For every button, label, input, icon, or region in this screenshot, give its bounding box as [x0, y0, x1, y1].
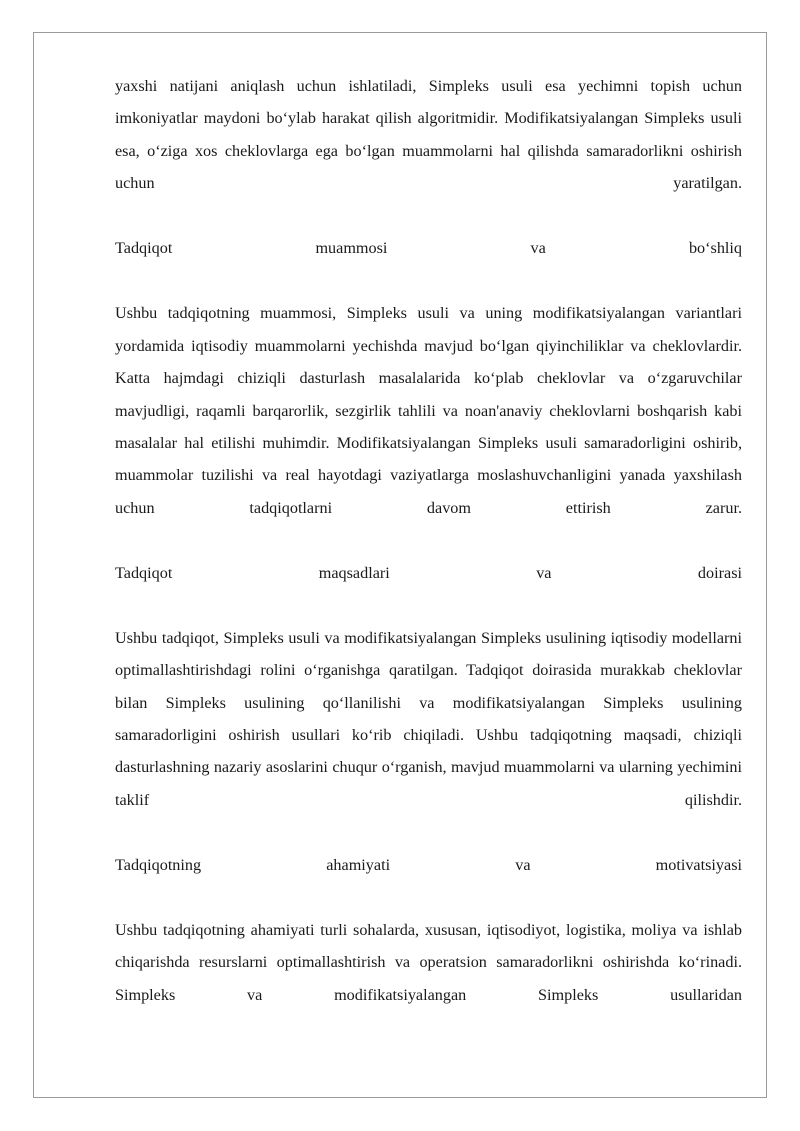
spacer	[115, 816, 742, 848]
paragraph-intro-continuation: yaxshi natijani aniqlash uchun ishlatiladi, Simpleks usuli esa yechimni topish uchun imkoniyatlar maydoni bo‘ylab harakat qilish algoritmidir. Modifikatsiyalangan Simpleks usuli esa, o‘ziga xos cheklovlarga ega bo‘lgan muammolarni hal qilishda samaradorlikni oshirish uchun yaratilgan.	[115, 77, 742, 193]
document-body	[115, 70, 742, 1011]
spacer	[115, 524, 742, 556]
paragraph-research-problem: Ushbu tadqiqotning muammosi, Simpleks usuli va uning modifikatsiyalangan variantlari yordamida iqtisodiy muammolarni yechishda mavjud bo‘lgan qiyinchiliklar va cheklovlardir. Katta hajmdagi chiziqli dasturlash masalalarida ko‘plab cheklovlar va o‘zgaruvchilar mavjudligi, raqamli barqarorlik, sezgirlik tahlili va noan'anaviy cheklovlarni boshqarish kabi masalalar hal etilishi muhimdir. Modifikatsiyalangan Simpleks usuli samaradorligini oshirib, muammolar tuzilishi va real hayotdagi vaziyatlarga moslashuvchanligini yanada yaxshilash uchun tadqiqotlarni davom ettirish zarur.	[115, 304, 742, 517]
spacer	[115, 265, 742, 297]
heading-research-objectives: Tadqiqot maqsadlari va doirasi	[115, 563, 742, 582]
heading-research-significance: Tadqiqotning ahamiyati va motivatsiyasi	[115, 855, 742, 874]
paragraph-research-significance: Ushbu tadqiqotning ahamiyati turli sohalarda, xususan, iqtisodiyot, logistika, moliya va ishlab chiqarishda resurslarni optimallashtirish va operatsion samaradorlikni oshirishda ko‘rinadi. Simpleks va modifikatsiyalangan Simpleks usullaridan	[115, 920, 742, 1004]
heading-research-problem: Tadqiqot muammosi va bo‘shliq	[115, 239, 742, 258]
spacer	[115, 881, 742, 913]
spacer	[115, 200, 742, 232]
spacer	[115, 589, 742, 621]
paragraph-research-objectives: Ushbu tadqiqot, Simpleks usuli va modifikatsiyalangan Simpleks usulining iqtisodiy modellarni optimallashtirishdagi rolini o‘rganishga qaratilgan. Tadqiqot doirasida murakkab cheklovlar bilan Simpleks usulining qo‘llanilishi va modifikatsiyalangan Simpleks usulining samaradorligini oshirish usullari ko‘rib chiqiladi. Ushbu tadqiqotning maqsadi, chiziqli dasturlashning nazariy asoslarini chuqur o‘rganish, mavjud muammolarni va ularning yechimini taklif qilishdir.	[115, 628, 742, 809]
